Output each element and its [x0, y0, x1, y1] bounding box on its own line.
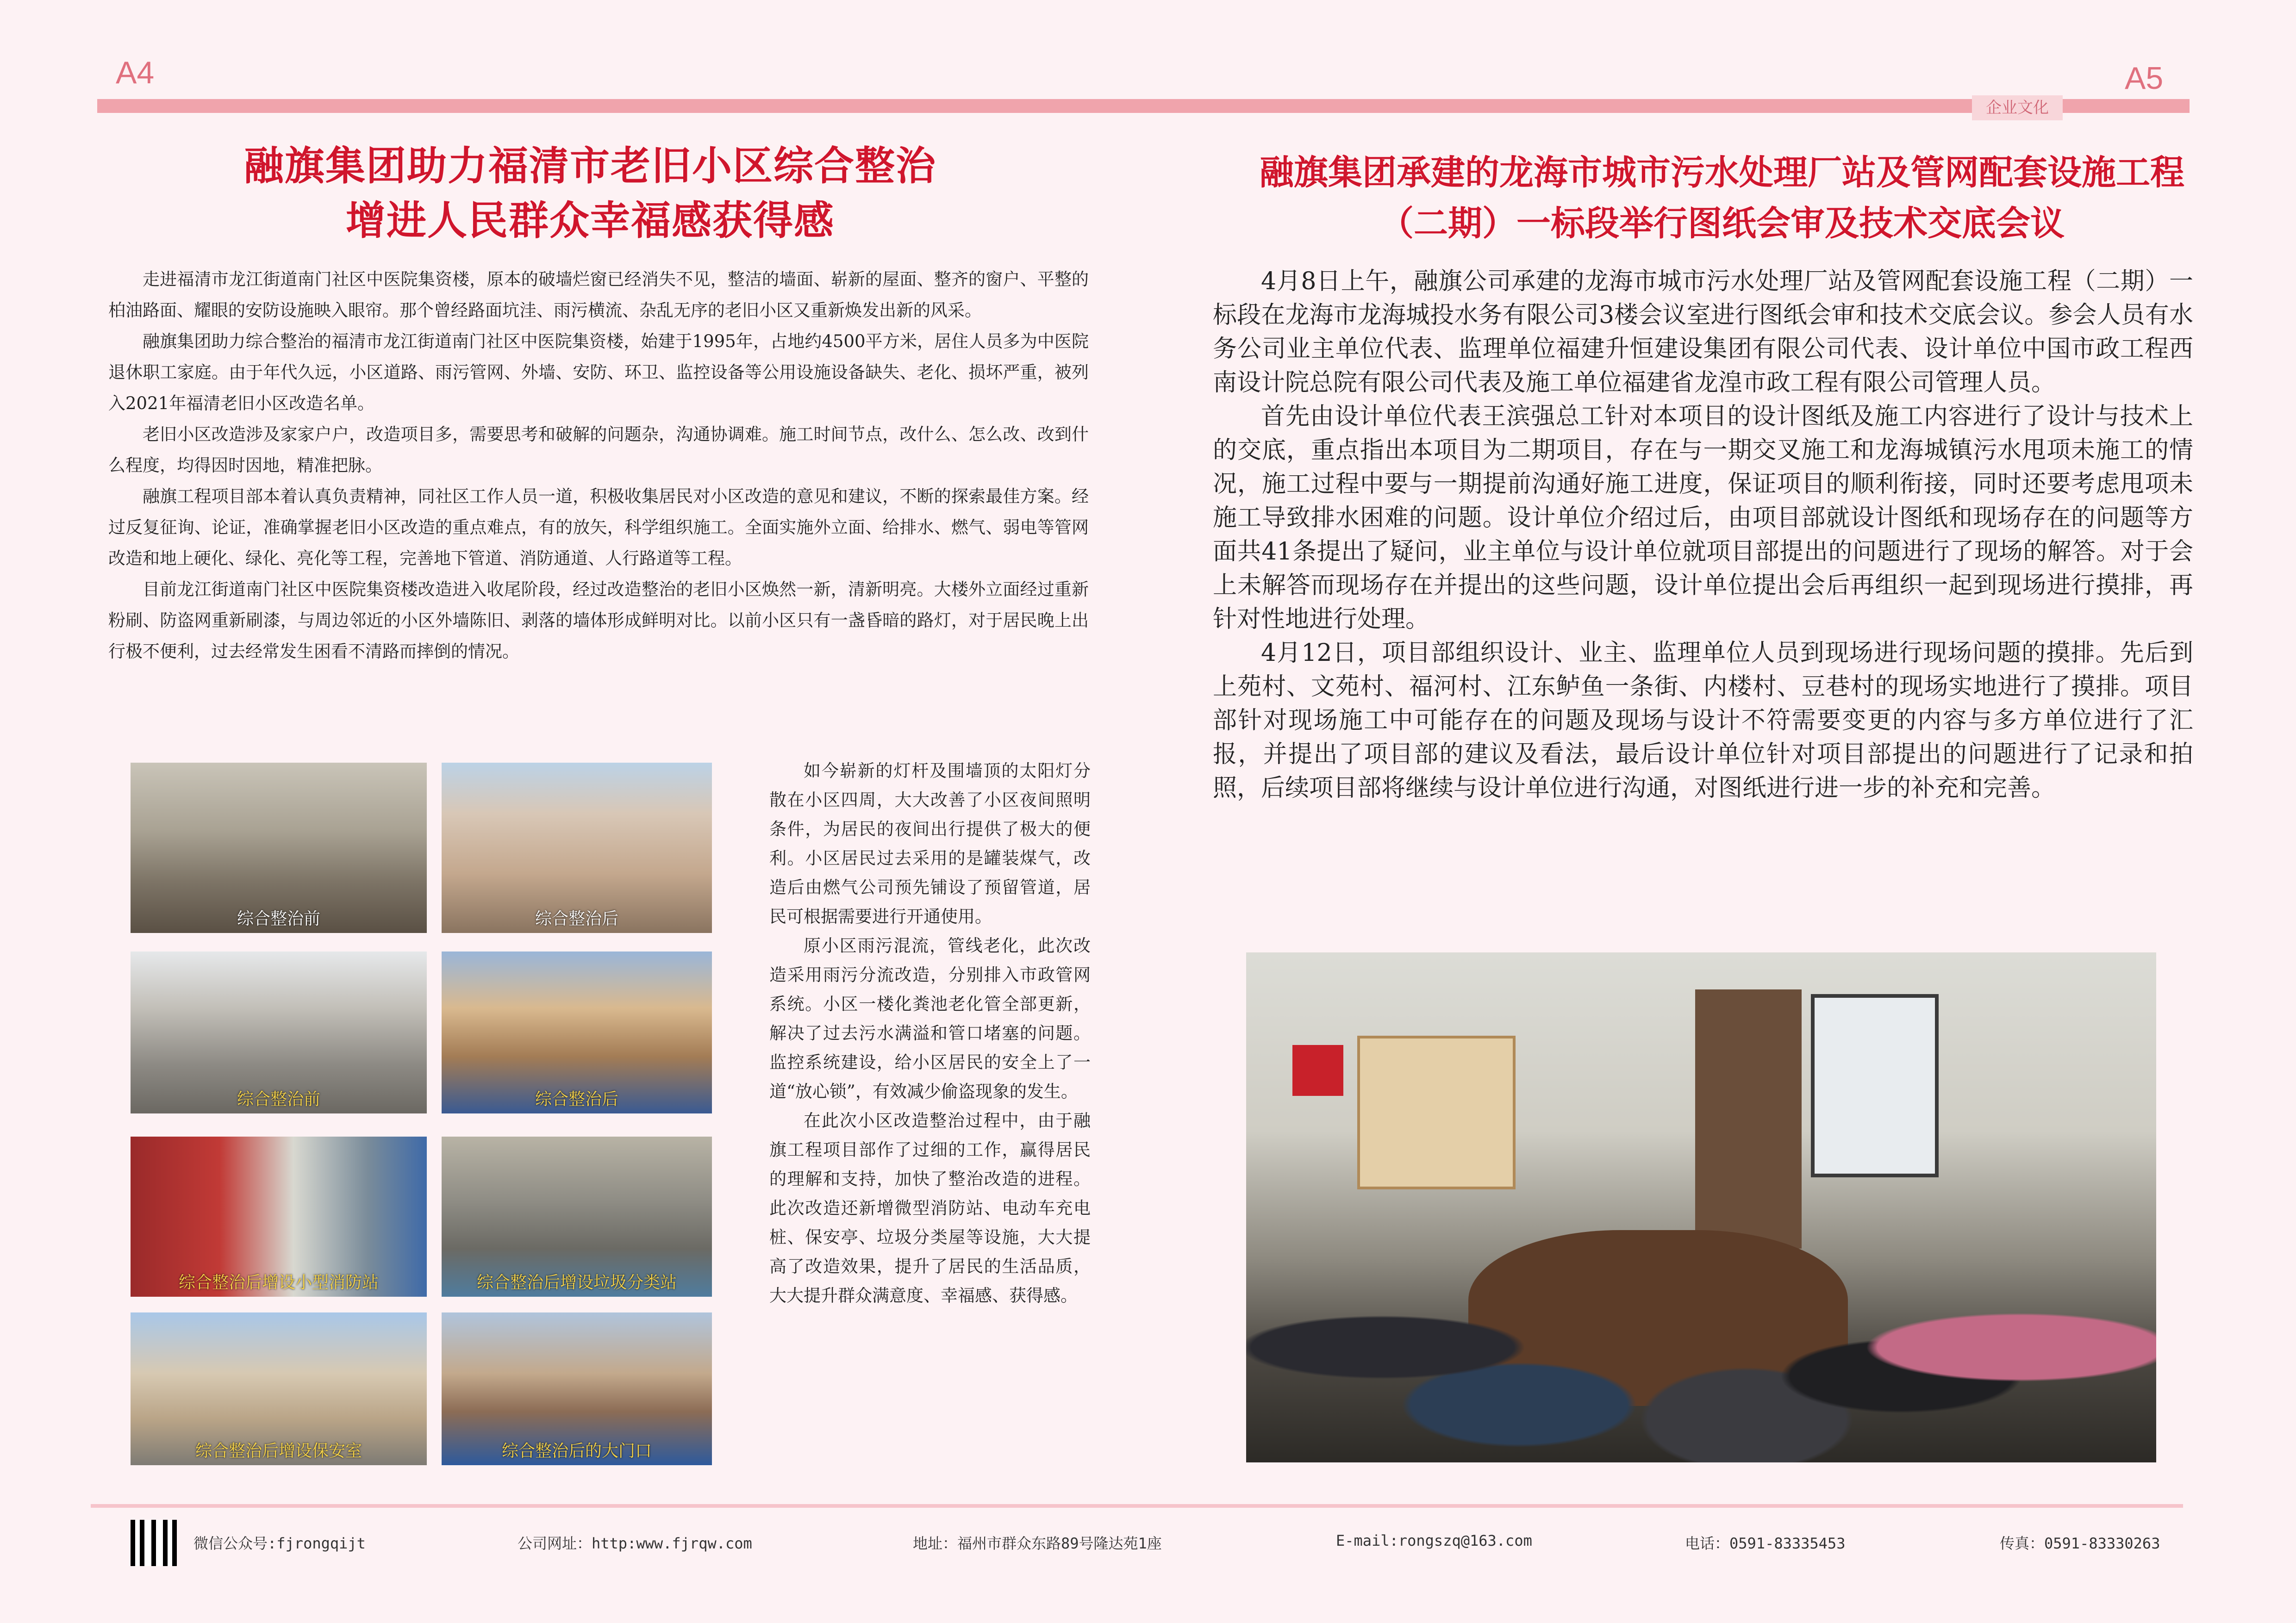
footer-phone: 电话：0591-83335453 [1685, 1535, 1846, 1552]
window [1811, 994, 1939, 1177]
wall-board [1357, 1036, 1516, 1189]
qr-code [131, 1520, 177, 1566]
right-paragraph-1: 4月8日上午，融旗公司承建的龙海市城市污水处理厂站及管网配套设施工程（二期）一标段在龙海市龙海城投水务有限公司3楼会议室进行图纸会审和技术交底会议。参会人员有水务公司业主单位代表、监理单位福建升恒建设集团有限公司代表、设计单位中国市政工程西南设计院总院有限公司代表及施工单位福建省龙湟市政工程有限公司管理人员。 [1213, 267, 2193, 397]
photo-caption: 综合整治前 [237, 1090, 320, 1109]
photo-caption: 综合整治后增设垃圾分类站 [476, 1273, 677, 1292]
right-article-body [1213, 265, 2193, 805]
left-paragraph-1: 走进福清市龙江街道南门社区中医院集资楼，原本的破墙烂窗已经消失不见，整洁的墙面、崭新的屋面、整齐的窗户、平整的柏油路面、耀眼的安防设施映入眼帘。那个曾经路面坑洼、雨污横流、杂乱无序的老旧小区又重新焕发出新的风采。 [108, 269, 1089, 320]
photo-caption: 综合整治后 [535, 1090, 618, 1109]
side-paragraph-2: 原小区雨污混流，管线老化，此次改造采用雨污分流改造，分别排入市政管网系统。小区一楼化粪池老化管全部更新，解决了过去污水满溢和管口堵塞的问题。监控系统建设，给小区居民的安全上了一道“放心锁”，有效减少偷盗现象的发生。 [769, 936, 1091, 1101]
photo-garbage-station [442, 1137, 712, 1297]
right-title-line-2: （二期）一标段举行图纸会审及技术交底会议 [1379, 204, 2065, 243]
right-article-title [1213, 147, 2231, 249]
photo-caption: 综合整治后增设小型消防站 [178, 1273, 379, 1292]
right-paragraph-2: 首先由设计单位代表王滨强总工针对本项目的设计图纸及施工内容进行了设计与技术上的交底，重点指出本项目为二期项目，存在与一期交叉施工和龙海城镇污水甩项未施工的情况，施工过程中要与一期提前沟通好施工进度，保证项目的顺利衔接，同时还要考虑甩项未施工导致排水困难的问题。设计单位介绍过后，由项目部就设计图纸和现场存在的问题等方面共41条提出了疑问，业主单位与设计单位就项目部提出的问题进行了现场的解答。对于会上未解答而现场存在并提出的这些问题，设计单位提出会后再组织一起到现场进行摸排，再针对性地进行处理。 [1213, 403, 2193, 633]
header-bar [97, 99, 2190, 113]
photo-caption: 综合整治后增设保安室 [195, 1442, 362, 1461]
photo-fire-station [131, 1137, 427, 1297]
photo-main-gate [442, 1312, 712, 1465]
side-paragraph-3: 在此次小区改造整治过程中，由于融旗工程项目部作了过细的工作，赢得居民的理解和支持，加快了整治改造的进程。此次改造还新增微型消防站、电动车充电桩、保安亭、垃圾分类屋等设施，大大提高了改造效果，提升了居民的生活品质，大大提升群众满意度、幸福感、获得感。 [769, 1111, 1091, 1306]
meeting-photo [1246, 952, 2156, 1462]
left-title-line-2: 增进人民群众幸福感获得感 [346, 198, 835, 244]
footer-email[interactable]: E-mail:rongszq@163.com [1336, 1532, 1532, 1549]
photo-caption: 综合整治后 [535, 909, 618, 928]
photo-after-1 [442, 763, 712, 933]
photo-caption: 综合整治后的大门口 [501, 1442, 652, 1461]
left-page-number: A4 [116, 55, 155, 90]
left-article-title [139, 139, 1042, 248]
photo-before-1 [131, 763, 427, 933]
wall-flag [1292, 1045, 1343, 1096]
section-tag: 企业文化 [1972, 95, 2063, 120]
footer-fax: 传真：0591-83330263 [2000, 1535, 2160, 1552]
left-side-text [769, 756, 1091, 1310]
left-article-body [108, 264, 1089, 667]
left-paragraph-4: 融旗工程项目部本着认真负责精神，同社区工作人员一道，积极收集居民对小区改造的意见和建议，不断的探索最佳方案。经过反复征询、论证，准确掌握老旧小区改造的重点难点，有的放矢，科学组织施工。全面实施外立面、给排水、燃气、弱电等管网改造和地上硬化、绿化、亮化等工程，完善地下管道、消防通道、人行路道等工程。 [108, 486, 1089, 568]
photo-caption: 综合整治前 [237, 909, 320, 928]
right-title-line-1: 融旗集团承建的龙海市城市污水处理厂站及管网配套设施工程 [1260, 153, 2184, 193]
footer-wechat: 微信公众号:fjrongqijt [193, 1535, 366, 1552]
left-paragraph-3: 老旧小区改造涉及家家户户，改造项目多，需要思考和破解的问题杂，沟通协调难。施工时间节点，改什么、怎么改、改到什么程度，均得因时因地，精准把脉。 [108, 424, 1089, 475]
footer-website[interactable]: 公司网址：http:www.fjrqw.com [518, 1535, 752, 1552]
right-page-number: A5 [2125, 61, 2164, 96]
side-paragraph-1: 如今崭新的灯杆及围墙顶的太阳灯分散在小区四周，大大改善了小区夜间照明条件，为居民的夜间出行提供了极大的便利。小区居民过去采用的是罐装煤气，改造后由燃气公司预先铺设了预留管道，居民可根据需要进行开通使用。 [769, 761, 1091, 927]
footer-address: 地址：福州市群众东路89号隆达苑1座 [913, 1535, 1162, 1552]
right-paragraph-3: 4月12日，项目部组织设计、业主、监理单位人员到现场进行现场问题的摸排。先后到上苑村、文苑村、福河村、江东鲈鱼一条街、内楼村、豆巷村的现场实地进行了摸排。项目部针对现场施工中可能存在的问题及现场与设计不符需要变更的内容与多方单位进行了汇报，并提出了项目部的建议及看法，最后设计单位针对项目部提出的问题进行了记录和拍照，后续项目部将继续与设计单位进行沟通，对图纸进行进一步的补充和完善。 [1213, 639, 2193, 802]
photo-guard-room [131, 1312, 427, 1465]
left-title-line-1: 融旗集团助力福清市老旧小区综合整治 [244, 143, 936, 189]
attendees [1246, 1175, 2156, 1462]
photo-after-2 [442, 951, 712, 1113]
photo-before-2 [131, 951, 427, 1113]
footer-divider [91, 1504, 2183, 1508]
left-paragraph-5: 目前龙江街道南门社区中医院集资楼改造进入收尾阶段，经过改造整治的老旧小区焕然一新，清新明亮。大楼外立面经过重新粉刷、防盗网重新刷漆，与周边邻近的小区外墙陈旧、剥落的墙体形成鲜明对比。以前小区只有一盏昏暗的路灯，对于居民晚上出行极不便利，过去经常发生困看不清路而摔倒的情况。 [108, 579, 1089, 661]
left-paragraph-2: 融旗集团助力综合整治的福清市龙江街道南门社区中医院集资楼，始建于1995年，占地约4500平方米，居住人员多为中医院退休职工家庭。由于年代久远，小区道路、雨污管网、外墙、安防、环卫、监控设备等公用设施设备缺失、老化、损坏严重，被列入2021年福清老旧小区改造名单。 [108, 331, 1089, 413]
